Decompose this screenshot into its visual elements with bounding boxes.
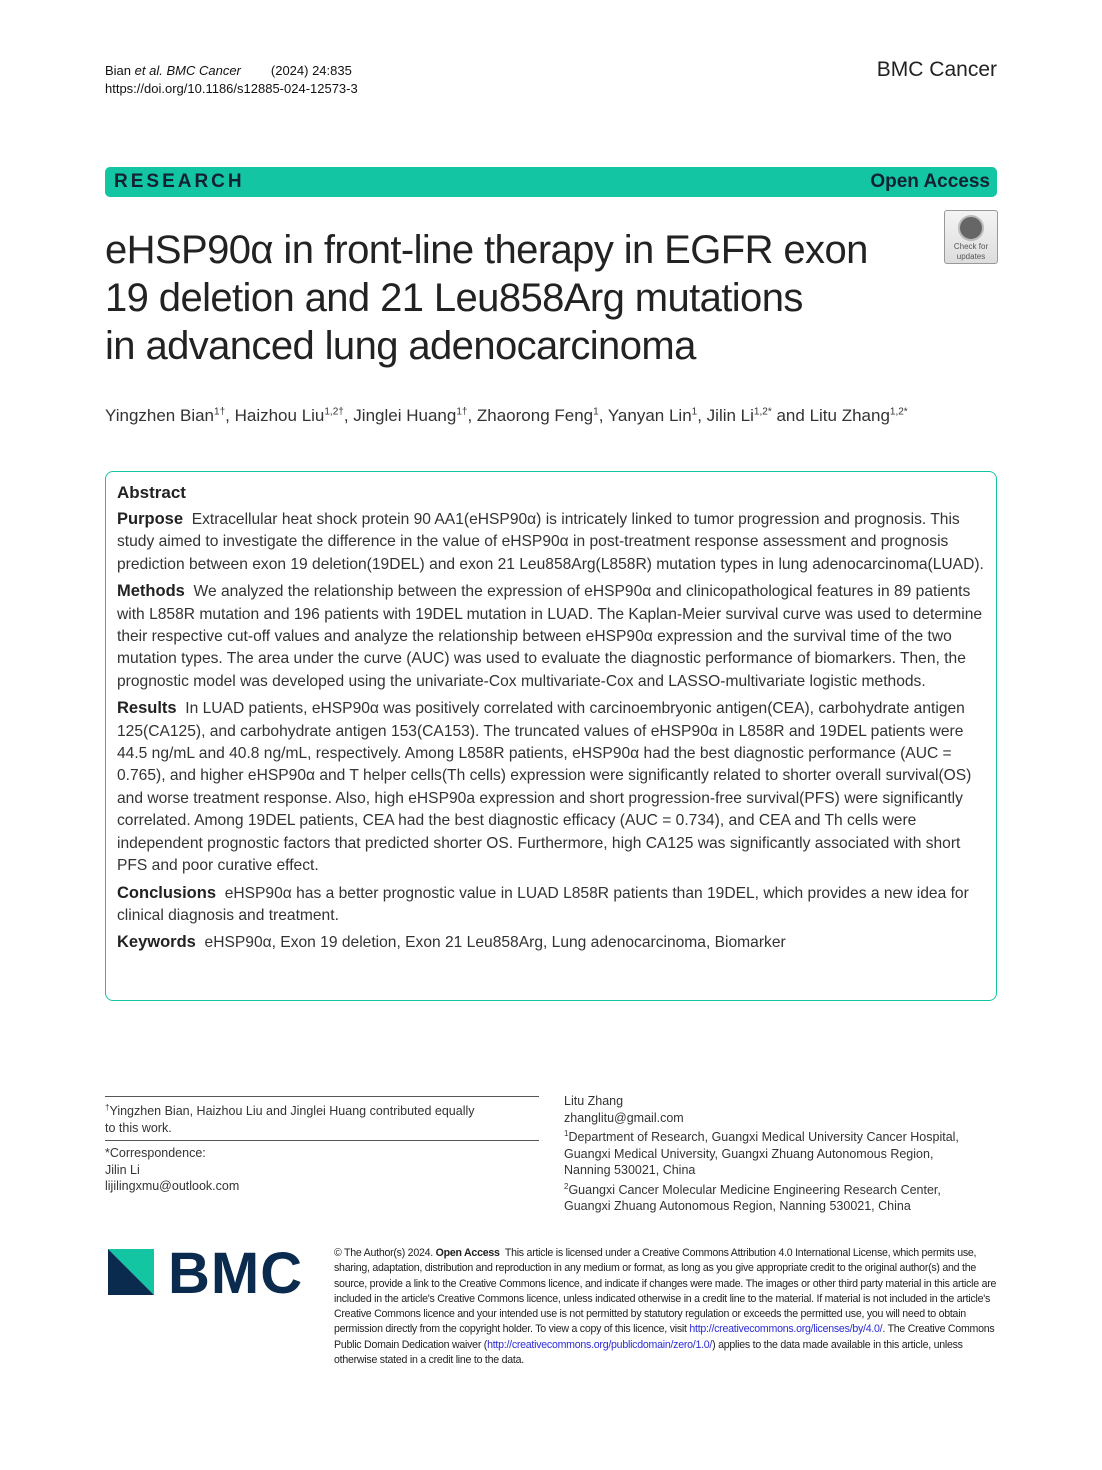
author-affiliation: 1,2† [324, 406, 344, 418]
affiliation-1 [564, 1126, 964, 1179]
corresponding-author-email[interactable]: lijilingxmu@outlook.com [105, 1179, 240, 1194]
section-label: Purpose [117, 510, 184, 528]
author-name: Haizhou Liu [234, 406, 325, 425]
title-line: 19 deletion and 21 Leu858Arg mutations [105, 276, 803, 320]
open-access-label: Open Access [870, 171, 990, 192]
citation-authors: Bian [105, 63, 132, 78]
bmc-logo [108, 1246, 308, 1303]
abstract-methods [117, 580, 985, 693]
license-text: ) applies to the data made available in this article, unless otherwise stated in a credit line to the data. [334, 1338, 963, 1367]
cc-by-license-link[interactable]: http://creativecommons.org/licenses/by/4.0/ [689, 1323, 883, 1336]
author-affiliation: 1 [593, 406, 599, 418]
cc-zero-link[interactable]: http://creativecommons.org/publicdomain/zero/1.0/ [487, 1338, 713, 1351]
running-header [105, 62, 358, 98]
abstract-box [105, 471, 997, 1001]
check-updates-line1: Check for [953, 242, 989, 251]
section-text: We analyzed the relationship between the expression of eHSP90α and clinicopathological features in 89 patients with L858R mutation and 196 patients with 19DEL mutation in LUAD. The Kaplan-Meier survival curve was used to determine their respective cut-off values and analyze the relationship between eHSP90α expression and the survival time of the two mutation types. The area under the curve (AUC) was used to evaluate the diagnostic performance of biomarkers. Then, the prognostic model was developed using the univariate-Cox multivariate-Cox and LASSO-multivariate logistic methods. [117, 583, 983, 690]
open-access-bold: Open Access [435, 1247, 500, 1259]
svg-text:BMC: BMC [168, 1246, 304, 1298]
section-label: Methods [117, 582, 185, 601]
license-statement [334, 1246, 998, 1368]
footnotes-right [564, 1093, 964, 1215]
affiliation-2 [564, 1179, 964, 1215]
affiliation-text: Department of Research, Guangxi Medical University Cancer Hospital, Guangxi Medical University, Guangxi Zhuang Autonomous Region, Nanning 530021, China [564, 1130, 959, 1178]
author-name: Yingzhen Bian [105, 406, 215, 425]
bmc-logo-graphic [108, 1246, 308, 1298]
affiliation-mark: 2 [564, 1181, 569, 1191]
affiliation-text: Guangxi Cancer Molecular Medicine Engineering Research Center, Guangxi Zhuang Autonomous Region, Nanning 530021, China [564, 1182, 941, 1214]
article-title [105, 226, 868, 370]
section-text: eHSP90α, Exon 19 deletion, Exon 21 Leu858Arg, Lung adenocarcinoma, Biomarker [204, 934, 786, 952]
citation-journal: BMC Cancer [166, 63, 241, 78]
section-label: Conclusions [117, 883, 217, 902]
section-label: Keywords [117, 933, 196, 952]
article-type: RESEARCH [114, 171, 245, 192]
license-text: . The Creative Commons Public Domain Dedication waiver ( [334, 1323, 995, 1351]
author-name: Jinglei Huang [353, 406, 457, 425]
corresponding-author-email[interactable]: zhanglitu@gmail.com [564, 1110, 684, 1125]
section-text: eHSP90α has a better prognostic value in LUAD L858R patients than 19DEL, which provides a new idea for clinical diagnosis and treatment. [117, 884, 969, 924]
check-for-updates-button[interactable] [944, 210, 998, 264]
copyright: © The Author(s) 2024. [334, 1247, 433, 1259]
equal-contribution-note [105, 1097, 485, 1140]
title-line: eHSP90α in front-line therapy in EGFR exon [105, 228, 868, 272]
correspondence-label: *Correspondence: [105, 1146, 206, 1161]
affiliation-mark: 1 [564, 1129, 569, 1138]
author-name: Yanyan Lin [607, 406, 692, 425]
section-label: Results [117, 699, 177, 718]
citation-volume: (2024) 24:835 [270, 63, 352, 78]
author-affiliation: 1 [691, 406, 698, 418]
section-text: In LUAD patients, eHSP90α was positively correlated with carcinoembryonic antigen(CEA), carbohydrate antigen 125(CA125), and carbohydrate antigen 153(CA153). The truncated values of eHSP90α in L858R and 19DEL patients were 44.5 ng/mL and 40.8 ng/mL, respectively. Among L858R patients, eHSP90α had the best diagnostic performance (AUC = 0.765), and higher eHSP90α and T helper cells(Th cells) expression were significantly related to shorter overall survival(OS) and worse treatment response. Also, high eHSP90a expression and short progression-free survival(PFS) were significantly correlated. Among 19DEL patients, CEA had the best diagnostic efficacy (AUC = 0.734), and CEA and Th cells were independent prognostic factors that predicted shorter OS. Furthermore, high CA125 was significantly associated with short PFS and poor curative effect. [117, 700, 972, 875]
authors-and: and [776, 406, 805, 425]
footnote-mark: † [105, 1103, 110, 1112]
bookmark-icon [958, 215, 984, 241]
citation-etal: et al. [134, 63, 163, 78]
abstract-conclusions [117, 882, 985, 928]
author-affiliation: 1,2* [753, 406, 772, 418]
author-name: Jilin Li [706, 406, 754, 425]
corresponding-author-name: Jilin Li [105, 1162, 140, 1177]
author-affiliation: 1† [456, 406, 468, 418]
license-text: This article is licensed under a Creative Commons Attribution 4.0 International License, which permits use, sharing, adaptation, distribution and reproduction in any medium or format, as long as you give appropriate credit to the original author(s) and the source, provide a link to the Creative Commons licence, and indicate if changes were made. The images or other third party material in this article are included in the article's Creative Commons licence, unless indicated otherwise in a credit line to the material. If material is not included in the article's Creative Commons licence and your intended use is not permitted by statutory regulation or exceeds the permitted use, you will need to obtain permission directly from the copyright holder. To view a copy of this licence, visit [334, 1247, 997, 1336]
section-text: Extracellular heat shock protein 90 AA1(eHSP90α) is intricately linked to tumor progression and prognosis. This study aimed to investigate the difference in the value of eHSP90α in post-treatment response assessment and prognosis prediction between exon 19 deletion(19DEL) and exon 21 Leu858Arg(L858R) mutation types in lung adenocarcinoma(LUAD). [117, 511, 984, 573]
check-updates-line2: updates [956, 252, 986, 261]
corresponding-author-name: Litu Zhang [564, 1094, 624, 1108]
footnotes-left [105, 1096, 539, 1195]
author-name: Zhaorong Feng [476, 406, 594, 425]
abstract-keywords [117, 931, 985, 954]
doi-link[interactable]: https://doi.org/10.1186/s12885-024-12573-3 [105, 81, 358, 96]
author-name: Litu Zhang [809, 406, 890, 425]
abstract-results [117, 697, 985, 877]
author-affiliation: 1† [214, 406, 226, 418]
journal-name: BMC Cancer [876, 58, 997, 81]
author-affiliation: 1,2* [889, 406, 908, 418]
note-text: Yingzhen Bian, Haizhou Liu and Jinglei Huang contributed equally to this work. [105, 1104, 475, 1135]
abstract-purpose [117, 508, 985, 576]
title-line: in advanced lung adenocarcinoma [105, 324, 696, 368]
article-type-banner [105, 167, 997, 197]
author-list: Yingzhen Bian$^{1\dagger}$, Haizhou Liu$^{1,2\dagger}$, Jinglei Huang$^{1\dagger}$, Zhaorong Feng$^1$, Yanyan Lin$^1$, Jilin $Li^{1,2*}$ and Litu Zhang$^{1,2*}$ [105, 406, 908, 425]
abstract-heading: Abstract [117, 483, 186, 502]
